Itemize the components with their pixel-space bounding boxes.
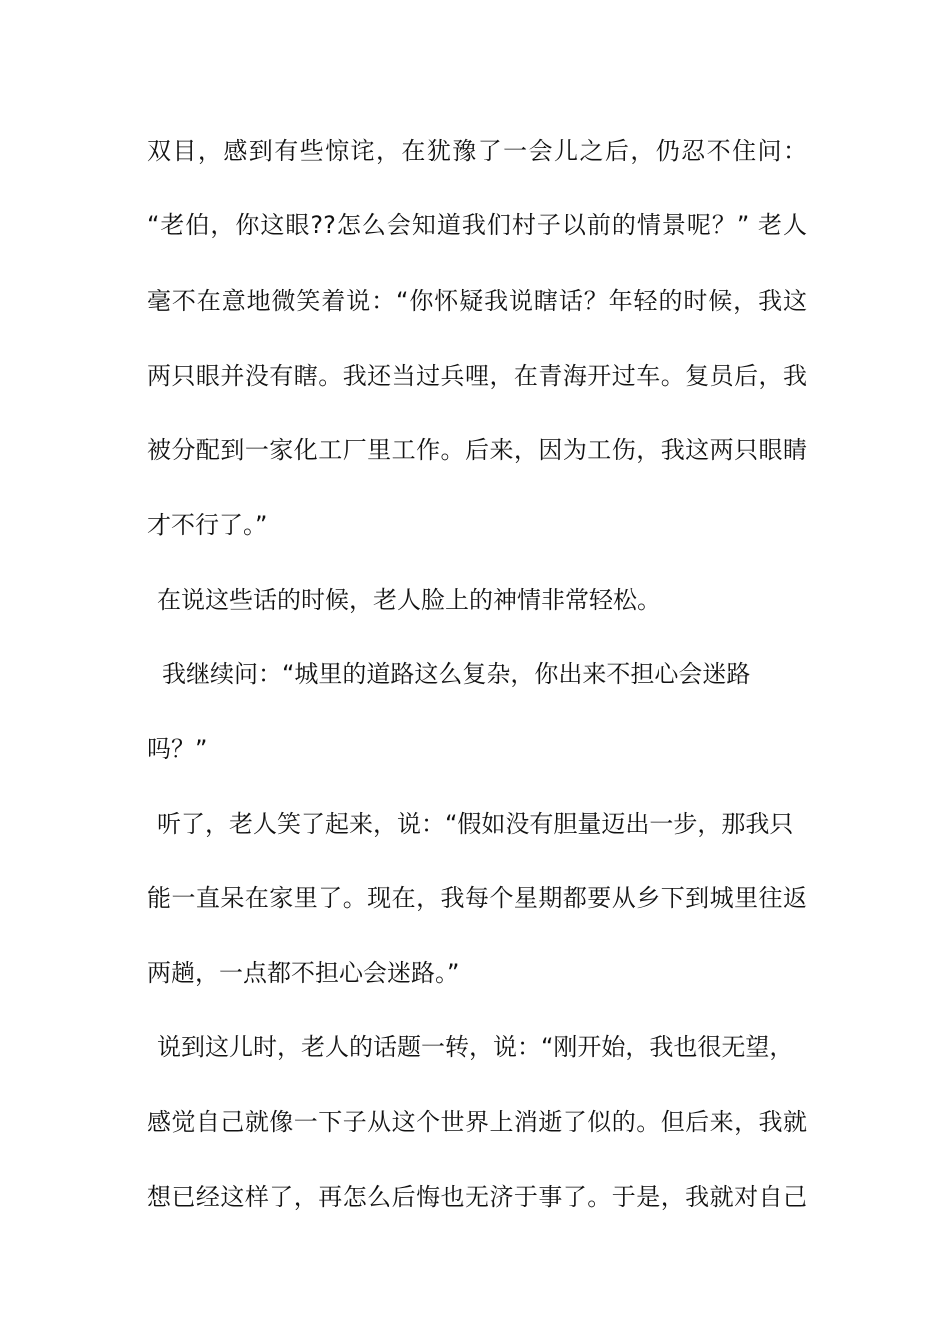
text-line: 说到这儿时，老人的话题一转，说：“刚开始，我也很无望， [157,1033,794,1061]
text-line: “老伯，你这眼??怎么会知道我们村子以前的情景呢？” 老人 [147,211,807,239]
text-line: 被分配到一家化工厂里工作。后来，因为工伤，我这两只眼睛 [147,436,807,464]
text-line: 在说这些话的时候，老人脸上的神情非常轻松。 [157,586,661,614]
text-line: 双目，感到有些惊诧，在犹豫了一会儿之后，仍忍不住问： [147,137,807,165]
text-line: 两趟，一点都不担心会迷路。” [147,959,460,987]
text-line: 才不行了。” [147,511,268,539]
text-line: 两只眼并没有瞎。我还当过兵哩，在青海开过车。复员后，我 [147,362,807,390]
text-line: 听了，老人笑了起来，说：“假如没有胆量迈出一步，那我只 [157,810,794,838]
text-line: 吗？” [147,735,208,763]
text-line: 想已经这样了，再怎么后悔也无济于事了。于是，我就对自己 [147,1183,807,1211]
text-line: 毫不在意地微笑着说：“你怀疑我说瞎话？年轻的时候，我这 [147,287,807,315]
text-line: 能一直呆在家里了。现在，我每个星期都要从乡下到城里往返 [147,884,807,912]
text-line: 我继续问：“城里的道路这么复杂，你出来不担心会迷路 [162,660,751,688]
text-line: 感觉自己就像一下子从这个世界上消逝了似的。但后来，我就 [147,1108,807,1136]
